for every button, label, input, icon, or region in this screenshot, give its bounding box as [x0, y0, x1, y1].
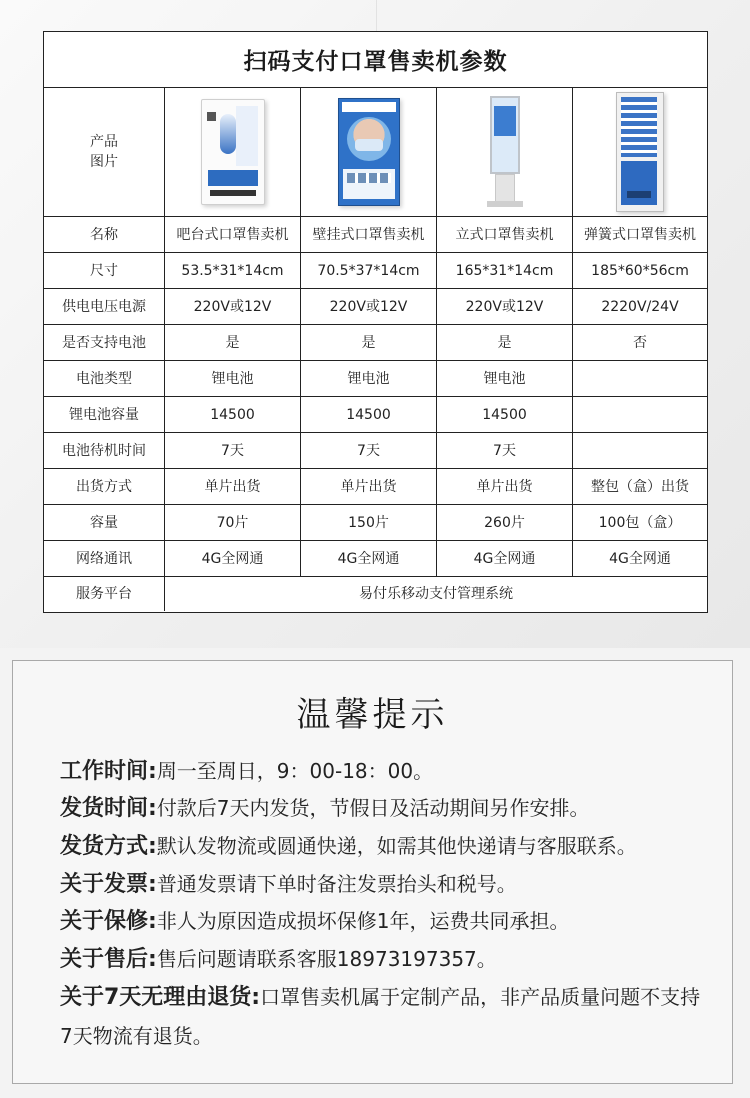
- row-value: 锂电池: [301, 361, 437, 397]
- row-value: 4G全网通: [573, 541, 707, 577]
- row-value: [573, 433, 707, 469]
- spec-table: [43, 31, 708, 613]
- machine-image-cell-3: [437, 87, 573, 217]
- row-value: 165*31*14cm: [437, 253, 573, 289]
- row-value: 吧台式口罩售卖机: [165, 217, 301, 253]
- tip-ship-time: [60, 796, 720, 821]
- standing-vending-machine-icon: [482, 96, 528, 208]
- tip-invoice: [60, 872, 720, 897]
- tip-label: 关于7天无理由退货:: [60, 985, 261, 1010]
- row-label: 供电电压电源: [44, 289, 165, 325]
- tip-label: 关于保修:: [60, 909, 157, 934]
- tip-label: 发货时间:: [60, 796, 157, 821]
- row-value: 70片: [165, 505, 301, 541]
- tip-return-policy: [60, 978, 708, 1055]
- row-value: 14500: [301, 397, 437, 433]
- row-value: 否: [573, 325, 707, 361]
- row-value: 4G全网通: [165, 541, 301, 577]
- row-value: 4G全网通: [437, 541, 573, 577]
- row-value: 70.5*37*14cm: [301, 253, 437, 289]
- row-value: 弹簧式口罩售卖机: [573, 217, 707, 253]
- row-value: 锂电池: [165, 361, 301, 397]
- row-value: [573, 361, 707, 397]
- tip-text: 默认发物流或圆通快递，如需其他快递请与客服联系。: [156, 834, 637, 858]
- row-value: [573, 397, 707, 433]
- row-value: 260片: [437, 505, 573, 541]
- row-value: 14500: [437, 397, 573, 433]
- row-value: 7天: [301, 433, 437, 469]
- row-value: 185*60*56cm: [573, 253, 707, 289]
- machine-image-cell-2: [301, 87, 437, 217]
- tip-text: 普通发票请下单时备注发票抬头和税号。: [156, 872, 517, 896]
- row-label: 出货方式: [44, 469, 165, 505]
- tip-after-sales: [60, 947, 720, 972]
- row-value: 立式口罩售卖机: [437, 217, 573, 253]
- table-title: 扫码支付口罩售卖机参数: [44, 32, 707, 88]
- machine-image-cell-1: [165, 87, 301, 217]
- row-label: 是否支持电池: [44, 325, 165, 361]
- row-label: 尺寸: [44, 253, 165, 289]
- row-value: 是: [437, 325, 573, 361]
- row-value: 锂电池: [437, 361, 573, 397]
- tip-text: 口罩售卖机属于定制产品，非产品质量问题不支持7天物流有退货。: [60, 985, 701, 1048]
- row-value: 是: [301, 325, 437, 361]
- row-value: 53.5*31*14cm: [165, 253, 301, 289]
- row-value: 单片出货: [165, 469, 301, 505]
- row-value: 150片: [301, 505, 437, 541]
- row-value: 220V或12V: [301, 289, 437, 325]
- row-label: 锂电池容量: [44, 397, 165, 433]
- tip-work-hours: [60, 759, 720, 784]
- row-label: 电池类型: [44, 361, 165, 397]
- row-label: 电池待机时间: [44, 433, 165, 469]
- row-value: 单片出货: [437, 469, 573, 505]
- row-value: 4G全网通: [301, 541, 437, 577]
- tip-text: 售后问题请联系客服18973197357。: [156, 947, 497, 971]
- row-value: 单片出货: [301, 469, 437, 505]
- row-value: 220V或12V: [437, 289, 573, 325]
- image-row-label: 产品 图片: [44, 87, 165, 217]
- row-label: 容量: [44, 505, 165, 541]
- row-value: 100包（盒）: [573, 505, 707, 541]
- wall-mounted-vending-machine-icon: [338, 98, 400, 206]
- warm-tips-box: [12, 660, 733, 1084]
- tip-label: 关于发票:: [60, 872, 157, 897]
- row-value: 是: [165, 325, 301, 361]
- row-value: 14500: [165, 397, 301, 433]
- row-label: 网络通讯: [44, 541, 165, 577]
- row-value: 壁挂式口罩售卖机: [301, 217, 437, 253]
- counter-vending-machine-icon: [201, 99, 265, 205]
- tip-label: 关于售后:: [60, 947, 157, 972]
- tip-label: 发货方式:: [60, 834, 157, 859]
- row-value: 220V或12V: [165, 289, 301, 325]
- tip-warranty: [60, 909, 720, 934]
- service-platform-value: 易付乐移动支付管理系统: [359, 586, 513, 602]
- tip-text: 非人为原因造成损坏保修1年，运费共同承担。: [156, 909, 570, 933]
- row-value: 7天: [437, 433, 573, 469]
- tip-ship-method: [60, 834, 720, 859]
- service-platform-label: 服务平台: [44, 577, 165, 611]
- row-value: 整包（盒）出货: [573, 469, 707, 505]
- machine-image-cell-4: [573, 87, 707, 217]
- tips-title: 温馨提示: [296, 694, 449, 735]
- tip-text: 付款后7天内发货，节假日及活动期间另作安排。: [156, 796, 590, 820]
- tip-text: 周一至周日，9：00-18：00。: [156, 759, 434, 783]
- row-value: 2220V/24V: [573, 289, 707, 325]
- row-label: 名称: [44, 217, 165, 253]
- row-value: 7天: [165, 433, 301, 469]
- spring-vending-machine-icon: [616, 92, 664, 212]
- tip-label: 工作时间:: [60, 759, 157, 784]
